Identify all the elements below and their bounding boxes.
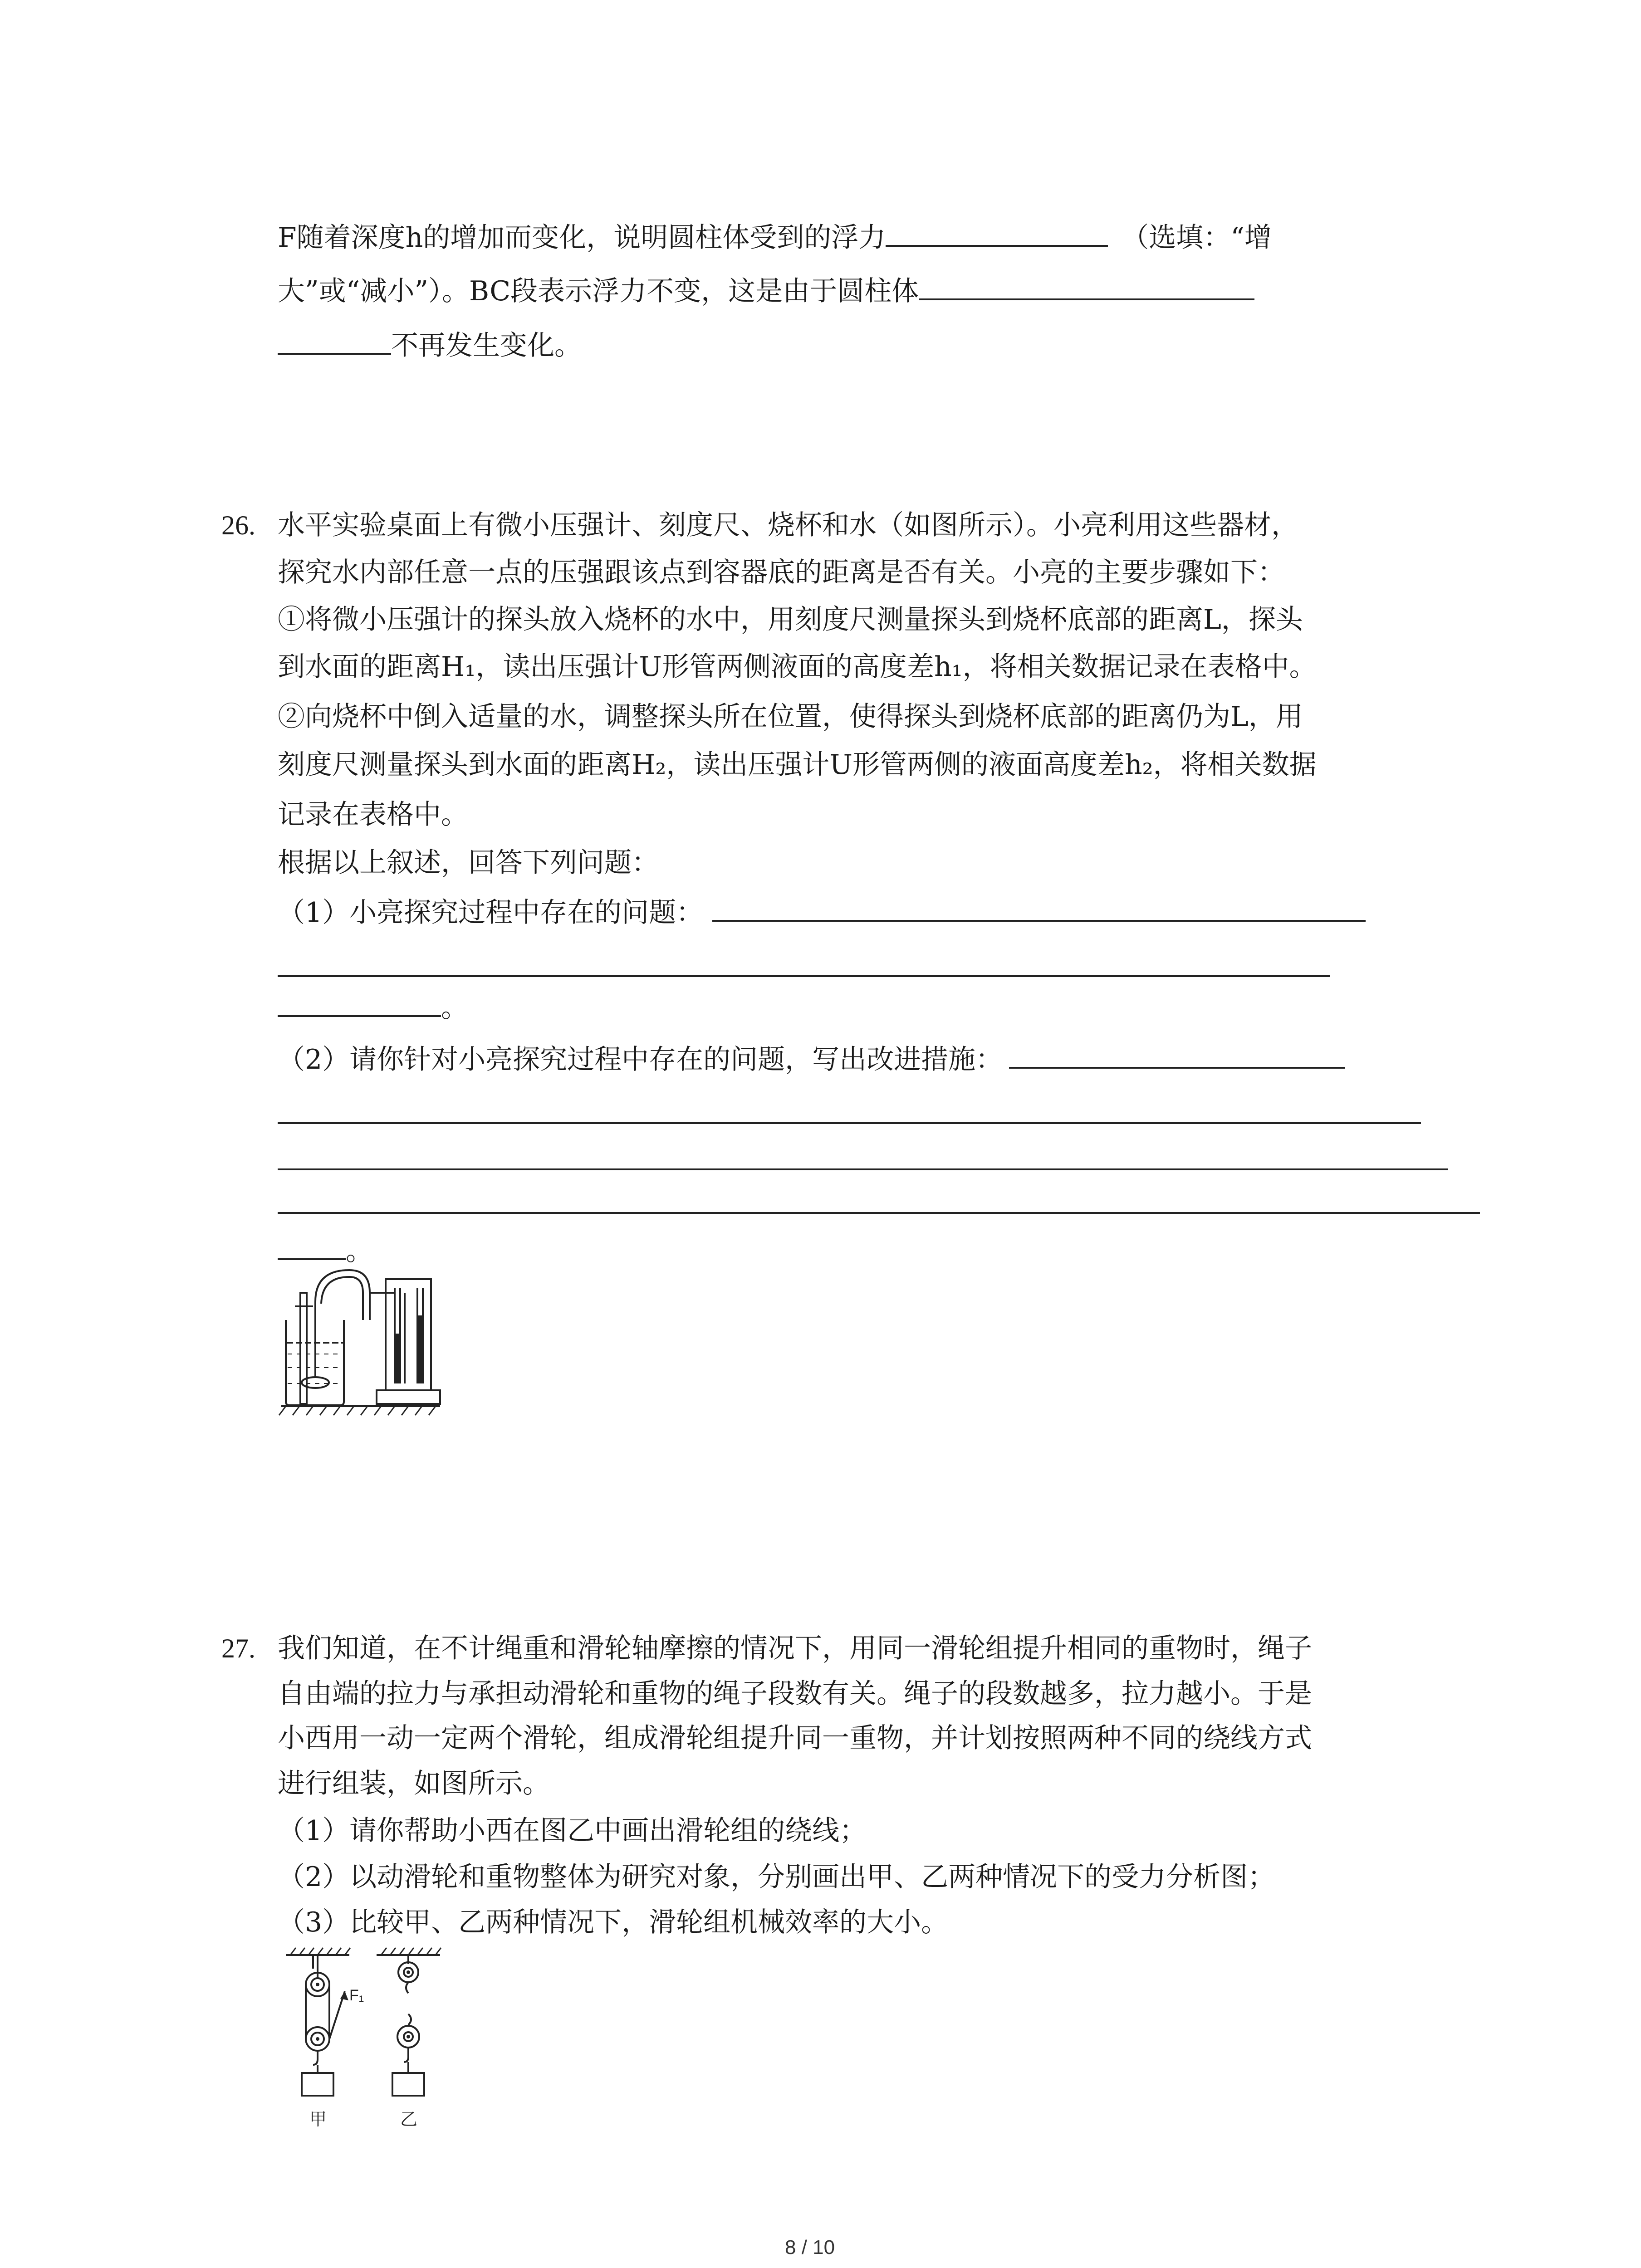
q26-sub1-end: 。 (441, 992, 468, 1024)
q26-sub2-end: 。 (346, 1235, 373, 1267)
q26-line-2: ①将微小压强计的探头放入烧杯的水中，用刻度尺测量探头到烧杯底部的距离L，探头 (278, 604, 1303, 635)
q27-label-jia: 甲 (309, 2109, 327, 2129)
q26-line-0: 水平实验桌面上有微小压强计、刻度尺、烧杯和水（如图所示）。小亮利用这些器材， (278, 509, 1298, 541)
q26-sub2 (278, 1039, 1345, 1078)
q27-sub3: （3）比较甲、乙两种情况下，滑轮组机械效率的大小。 (278, 1906, 949, 1938)
q26-line-7: 根据以上叙述，回答下列问题： (278, 847, 659, 879)
q26-sub2-blank[interactable] (1009, 1039, 1345, 1069)
q26-sub2-line-5 (278, 1230, 373, 1269)
q26-figure-manometer (272, 1266, 445, 1424)
q27-sub2: （2）以动滑轮和重物整体为研究对象，分别画出甲、乙两种情况下的受力分析图； (278, 1861, 1275, 1893)
q26-sub2-answer-line-2[interactable] (278, 1122, 1421, 1124)
q27-line-3: 进行组装，如图所示。 (278, 1768, 550, 1799)
q26-sub1 (278, 892, 1366, 931)
q25-line-1 (278, 217, 1272, 256)
q25-line-2 (278, 270, 1254, 309)
q26-sub2-answer-line-4[interactable] (278, 1212, 1480, 1214)
q25-line-3 (278, 325, 582, 364)
q26-line-4: ②向烧杯中倒入适量的水，调整探头所在位置，使得探头到烧杯底部的距离仍为L，用 (278, 701, 1303, 733)
page-number: 8 / 10 (785, 2236, 835, 2258)
q27-number: 27. (221, 1633, 255, 1663)
q26-line-5: 刻度尺测量探头到水面的距离H₂，读出压强计U形管两侧的液面高度差h₂，将相关数据 (278, 749, 1317, 781)
q25-text-2: （选填：“增 (1122, 222, 1272, 254)
q26-sub1-line-3 (278, 987, 468, 1026)
q27-figure-pulleys (281, 1946, 472, 2155)
q26-sub2-blank-5[interactable] (278, 1230, 346, 1260)
q26-sub2-answer-line-3[interactable] (278, 1168, 1448, 1170)
q26-line-6: 记录在表格中。 (278, 799, 468, 831)
q27-line-1: 自由端的拉力与承担动滑轮和重物的绳子段数有关。绳子的段数越多，拉力越小。于是 (278, 1678, 1312, 1710)
q27-sub1: （1）请你帮助小西在图乙中画出滑轮组的绕线； (278, 1815, 867, 1847)
q26-number: 26. (221, 510, 255, 540)
q27-label-yi: 乙 (400, 2109, 418, 2129)
q26-sub2-text: （2）请你针对小亮探究过程中存在的问题，写出改进措施： (278, 1044, 1003, 1075)
q27-force-label: F₁ (349, 1987, 364, 2004)
q26-line-1: 探究水内部任意一点的压强跟该点到容器底的距离是否有关。小亮的主要步骤如下： (278, 557, 1285, 588)
q25-text-4: 不再发生变化。 (391, 330, 582, 362)
q25-answer-blank-2[interactable] (919, 270, 1254, 300)
q27-line-0: 我们知道，在不计绳重和滑轮轴摩擦的情况下，用同一滑轮组提升相同的重物时，绳子 (278, 1633, 1312, 1664)
q26-sub1-text: （1）小亮探究过程中存在的问题： (278, 897, 704, 929)
q25-text-1: F随着深度h的增加而变化，说明圆柱体受到的浮力 (278, 222, 886, 254)
q25-text-3: 大”或“减小”）。BC段表示浮力不变，这是由于圆柱体 (278, 275, 919, 307)
q26-sub1-answer-line-2[interactable] (278, 975, 1330, 977)
q26-sub1-blank-3[interactable] (278, 987, 441, 1017)
q26-sub1-blank[interactable] (712, 892, 1366, 922)
q25-answer-blank-2-cont[interactable] (278, 325, 391, 355)
q27-line-2: 小西用一动一定两个滑轮，组成滑轮组提升同一重物，并计划按照两种不同的绕线方式 (278, 1722, 1312, 1754)
q26-line-3: 到水面的距离H₁，读出压强计U形管两侧液面的高度差h₁，将相关数据记录在表格中。 (278, 651, 1317, 683)
q25-answer-blank-1[interactable] (886, 217, 1108, 247)
